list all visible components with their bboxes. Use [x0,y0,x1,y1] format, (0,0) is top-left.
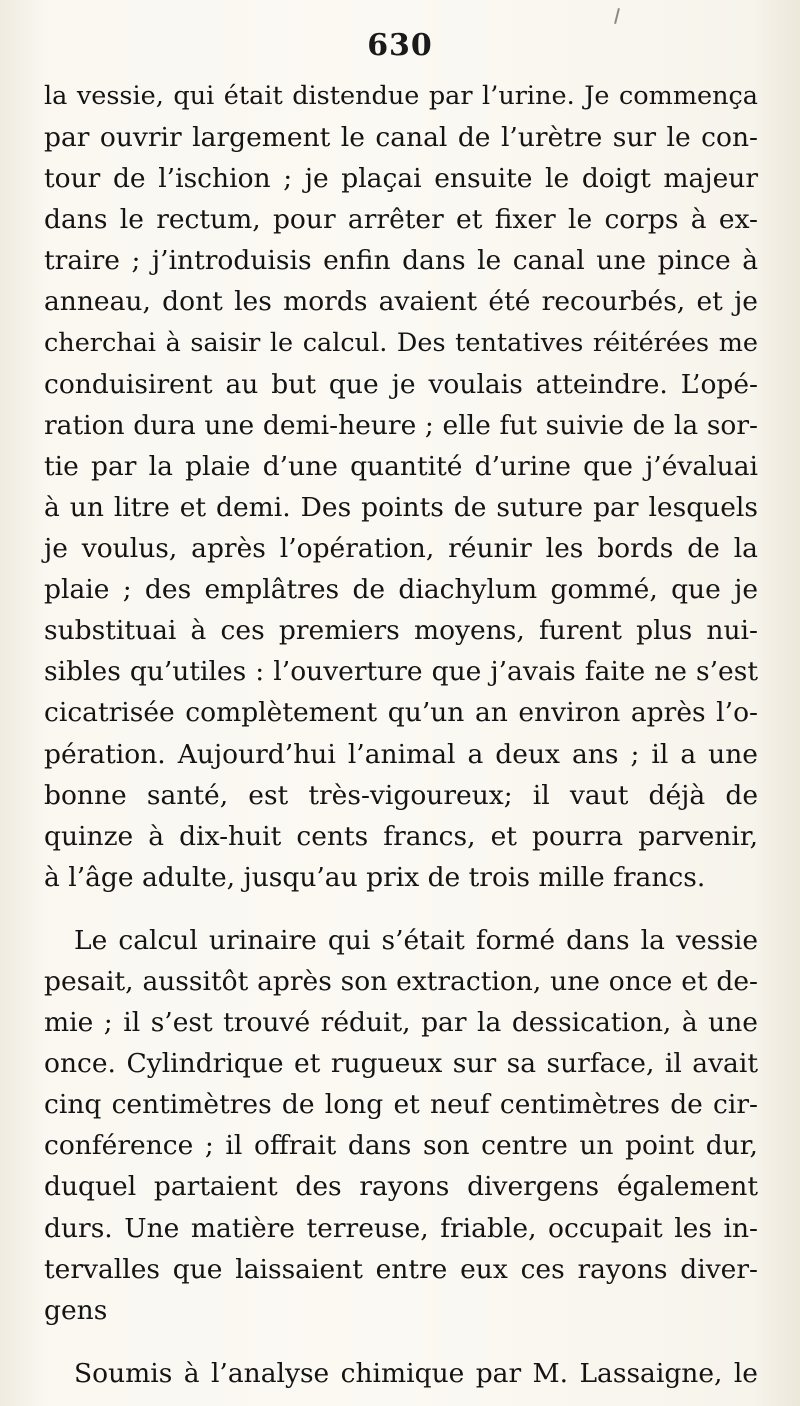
paragraph-spacing [44,898,758,920]
paragraph-1 [44,76,758,898]
text-line: conduisirent au but que je voulais atteindre. L’opé- [44,368,758,400]
paragraph-2 [44,920,758,1331]
text-line: cicatrisée complètement qu’un an environ après l’o- [44,697,758,729]
text-line: ration dura une demi-heure ; elle fut suivie de la sor- [44,409,758,441]
ink-mark [614,8,620,24]
text-line: dans le rectum, pour arrêter et fixer le corps à ex- [44,204,758,236]
text-line: once. Cylindrique et rugueux sur sa surface, il avait [44,1048,758,1080]
text-line: tervalles que laissaient entre eux ces rayons diver- [44,1253,758,1285]
text-line: gens [44,1294,108,1326]
text-line: Le calcul urinaire qui s’était formé dans la vessie [74,924,758,956]
text-line: plaie ; des emplâtres de diachylum gommé, que je [44,574,758,606]
text-line: mie ; il s’est trouvé réduit, par la dessication, à une [44,1007,758,1039]
text-line: cinq centimètres de long et neuf centimètres de cir- [44,1089,758,1121]
text-line: par ouvrir largement le canal de l’urètre sur le con- [44,122,758,154]
text-line: sibles qu’utiles : l’ouverture que j’avais faite ne s’est [44,656,758,688]
body-text [44,76,758,1394]
text-line: pération. Aujourd’hui l’animal a deux ans ; il a une [44,738,758,770]
text-line: cherchai à saisir le calcul. Des tentatives réitérées me [44,327,758,358]
text-line: tie par la plaie d’une quantité d’urine que j’évaluai [44,450,758,482]
text-line: quinze à dix-huit cents francs, et pourra parvenir, [44,820,758,852]
page-number: 630 [367,28,433,63]
text-line: tour de l’ischion ; je plaçai ensuite le doigt majeur [44,163,758,195]
text-line: durs. Une matière terreuse, friable, occupait les in- [44,1212,758,1244]
text-line: je voulus, après l’opération, réunir les bords de la [44,533,758,565]
text-line: bonne santé, est très-vigoureux; il vaut déjà de [44,779,758,811]
text-line: traire ; j’introduisis enfin dans le canal une pince à [44,245,758,277]
text-line: anneau, dont les mords avaient été recourbés, et je [44,286,758,318]
paragraph-3 [44,1353,758,1394]
text-line: à l’âge adulte, jusqu’au prix de trois mille francs. [44,861,706,893]
text-line: substituai à ces premiers moyens, furent plus nui- [44,615,758,647]
text-line: à un litre et demi. Des points de suture par lesquels [44,491,758,523]
paragraph-spacing [44,1331,758,1353]
text-line: conférence ; il offrait dans son centre un point dur, [44,1130,758,1162]
text-line: la vessie, qui était distendue par l’urine. Je commença [44,81,758,111]
text-line: duquel partaient des rayons divergens également [44,1171,758,1203]
text-line: pesait, aussitôt après son extraction, une once et de- [44,965,758,997]
text-line: Soumis à l’analyse chimique par M. Lassaigne, le [74,1357,758,1389]
